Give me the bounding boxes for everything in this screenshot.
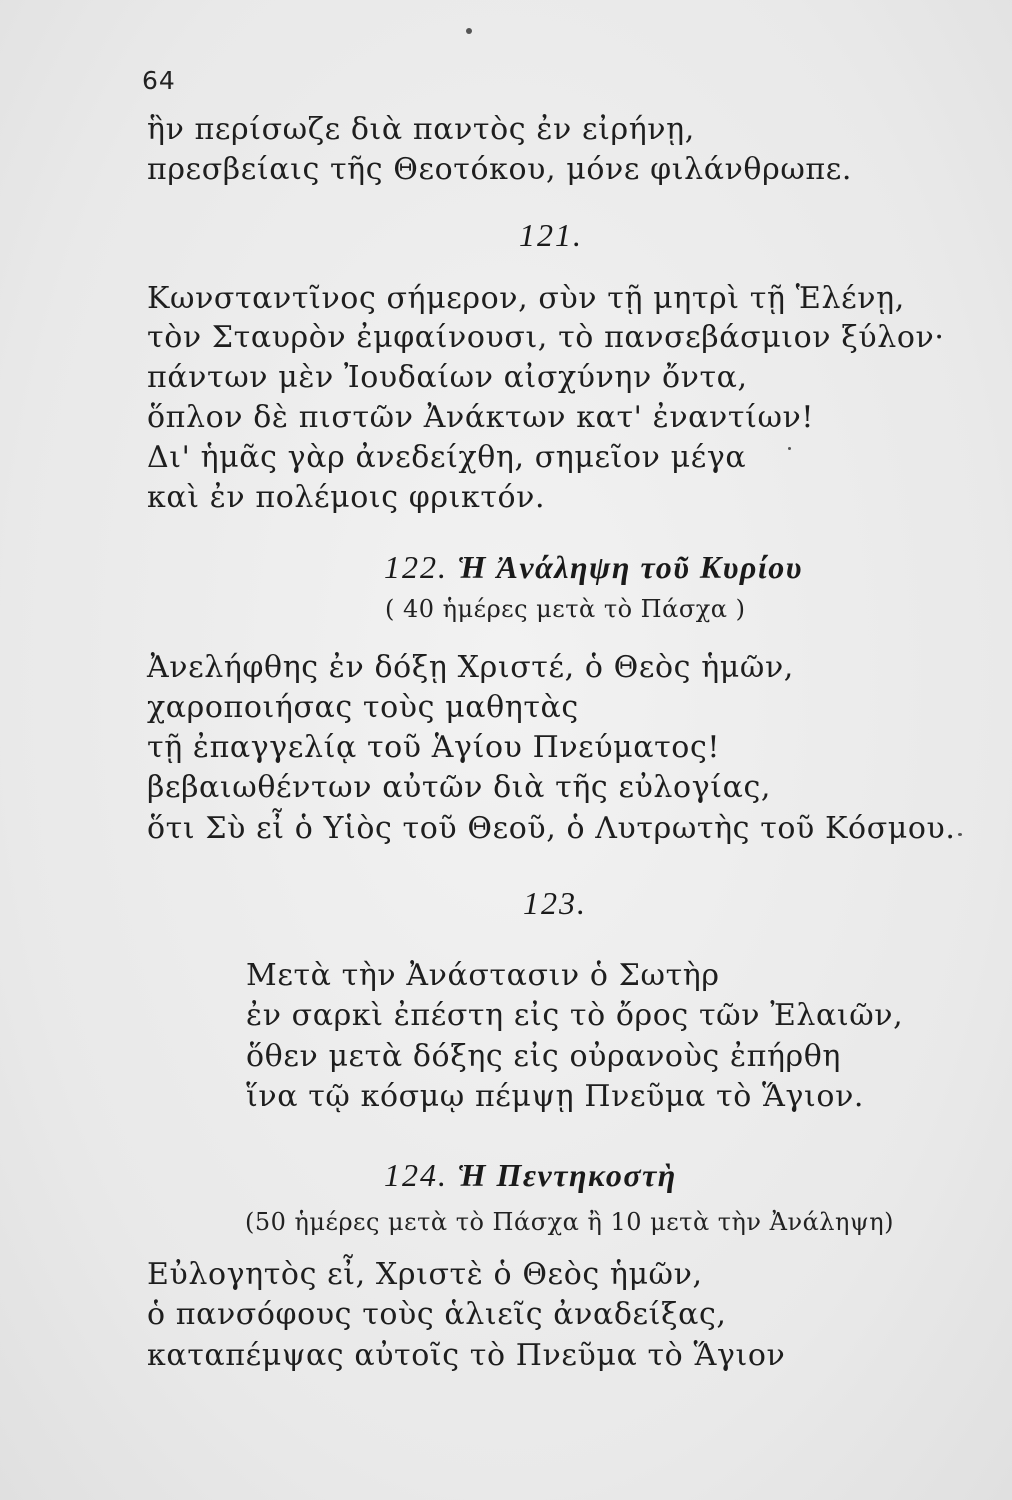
verse-line: ἣν περίσωζε διὰ παντὸς ἐν εἰρήνῃ,: [147, 112, 695, 147]
ink-speck: [958, 833, 962, 836]
verse-line: ὅτι Σὺ εἶ ὁ Υἱὸς τοῦ Θεοῦ, ὁ Λυτρωτὴς τοῦ Κόσμου.: [147, 811, 956, 846]
section-122-note: ( 40 ἡμέρες μετὰ τὸ Πάσχα ): [385, 595, 746, 623]
ink-speck: [788, 447, 791, 450]
verse-line: βεβαιωθέντων αὐτῶν διὰ τῆς εὐλογίας,: [147, 770, 771, 805]
section-heading: [384, 548, 803, 586]
section-122-title: Ἡ Ἀνάληψη τοῦ Κυρίου: [457, 549, 803, 585]
verse-line: ὅθεν μετὰ δόξης εἰς οὐρανοὺς ἐπήρθη: [246, 1039, 841, 1074]
verse-line: καταπέμψας αὐτοῖς τὸ Πνεῦμα τὸ Ἅγιον: [147, 1338, 786, 1373]
verse-line: ὁ πανσόφους τοὺς ἁλιεῖς ἀναδείξας,: [147, 1297, 727, 1332]
verse-line: τὸν Σταυρὸν ἐμφαίνουσι, τὸ πανσεβάσμιον ξύλον·: [147, 320, 945, 355]
verse-line: πάντων μὲν Ἰουδαίων αἰσχύνην ὄντα,: [147, 360, 748, 395]
verse-line: Κωνσταντῖνος σήμερον, σὺν τῇ μητρὶ τῇ Ἑλένῃ,: [147, 281, 905, 316]
verse-line: Ἀνελήφθης ἐν δόξῃ Χριστέ, ὁ Θεὸς ἡμῶν,: [147, 650, 794, 685]
verse-line: ἵνα τῷ κόσμῳ πέμψῃ Πνεῦμα τὸ Ἅγιον.: [246, 1079, 865, 1114]
section-123-number: 123.: [523, 885, 587, 921]
page-number: 64: [142, 66, 176, 95]
section-122-number: 122.: [384, 549, 448, 585]
verse-line: καὶ ἐν πολέμοις φρικτόν.: [147, 480, 546, 515]
section-number: [519, 216, 583, 254]
section-121-number: 121.: [519, 217, 583, 253]
verse-line: χαροποιήσας τοὺς μαθητὰς: [147, 690, 579, 725]
verse-line: ἐν σαρκὶ ἐπέστη εἰς τὸ ὄρος τῶν Ἐλαιῶν,: [246, 998, 904, 1033]
section-124-number: 124.: [384, 1157, 448, 1193]
verse-line: Εὐλογητὸς εἶ, Χριστὲ ὁ Θεὸς ἡμῶν,: [147, 1257, 703, 1292]
section-heading: [384, 1156, 677, 1194]
verse-line: τῇ ἐπαγγελίᾳ τοῦ Ἁγίου Πνεύματος!: [147, 730, 721, 765]
verse-line: Δι' ἡμᾶς γὰρ ἀνεδείχθη, σημεῖον μέγα: [147, 440, 747, 475]
ink-speck: [466, 28, 472, 34]
section-number: [523, 884, 587, 922]
verse-line: ὅπλον δὲ πιστῶν Ἀνάκτων κατ' ἐναντίων!: [147, 400, 814, 435]
section-124-note: (50 ἡμέρες μετὰ τὸ Πάσχα ἢ 10 μετὰ τὴν Ἀνάληψη): [245, 1208, 894, 1236]
verse-line: πρεσβείαις τῆς Θεοτόκου, μόνε φιλάνθρωπε.: [147, 152, 852, 187]
verse-line: Μετὰ τὴν Ἀνάστασιν ὁ Σωτὴρ: [246, 958, 720, 993]
section-124-title: Ἡ Πεντηκοστὴ: [457, 1157, 677, 1193]
